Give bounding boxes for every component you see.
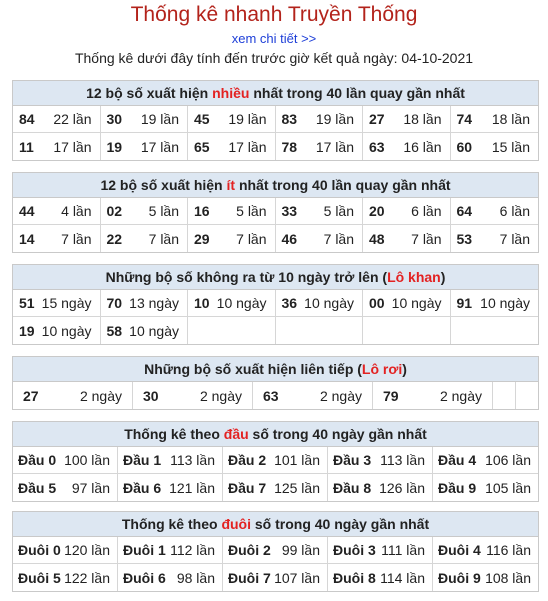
stat-value: 19 lần	[315, 111, 354, 127]
header-highlight: đuôi	[221, 516, 251, 532]
stat-cell	[328, 474, 433, 501]
stat-key: 91	[456, 295, 473, 311]
stat-value: 98 lần	[176, 569, 215, 586]
stat-key: Đầu 4	[438, 452, 477, 468]
section-duoi-stats	[12, 511, 539, 592]
stat-key: Đuôi 7	[228, 569, 271, 586]
stat-cell	[223, 564, 328, 591]
stat-value: 5 lần	[323, 203, 354, 219]
stat-value: 97 lần	[71, 479, 110, 496]
header-text: số trong 40 ngày gần nhất	[248, 426, 427, 442]
dau-grid	[13, 447, 538, 501]
stat-value: 116 lần	[486, 542, 531, 558]
stat-cell	[223, 447, 328, 474]
stat-cell	[13, 447, 118, 474]
stat-key: 27	[23, 387, 39, 404]
stat-cell	[101, 198, 189, 225]
stat-value: 126 lần	[379, 479, 425, 496]
stat-key: Đầu 9	[438, 479, 477, 496]
section-header	[13, 173, 538, 198]
stat-value: 108 lần	[485, 569, 531, 586]
section-lo-khan	[12, 264, 539, 345]
stat-key: Đầu 1	[123, 452, 162, 468]
stat-key: 29	[194, 230, 210, 247]
stat-key: 45	[194, 111, 210, 127]
stat-cell	[101, 317, 189, 344]
stat-key: 30	[106, 111, 123, 127]
stat-value: 10 ngày	[41, 322, 92, 339]
stat-cell	[276, 290, 364, 317]
stat-value: 112 lần	[170, 542, 215, 558]
stat-key: Đuôi 6	[123, 569, 166, 586]
stat-cell	[363, 225, 451, 252]
stat-cell	[188, 133, 276, 160]
stat-key: Đầu 5	[18, 479, 57, 496]
stat-key: 46	[281, 230, 298, 247]
empty-cell	[188, 317, 276, 344]
stat-value: 7 lần	[61, 230, 92, 247]
page-title: Thống kê nhanh Truyền Thống	[130, 3, 418, 26]
stat-key: Đầu 7	[228, 479, 267, 496]
stat-cell	[13, 106, 101, 133]
stat-cell	[363, 290, 451, 317]
section-header	[13, 357, 538, 382]
stat-value: 113 lần	[380, 452, 425, 468]
stat-value: 17 lần	[315, 138, 354, 155]
stat-value: 6 lần	[499, 203, 530, 219]
stat-value: 113 lần	[170, 452, 215, 468]
section-header	[13, 81, 538, 106]
stat-cell	[451, 133, 539, 160]
stat-cell	[13, 564, 118, 591]
stat-cell	[363, 198, 451, 225]
stat-cell	[433, 564, 538, 591]
stat-cell	[13, 198, 101, 225]
stat-key: 64	[456, 203, 473, 219]
stat-value: 100 lần	[64, 452, 110, 468]
stat-key: Đầu 6	[123, 479, 162, 496]
stat-cell	[13, 225, 101, 252]
stat-value: 111 lần	[381, 542, 425, 558]
stat-value: 18 lần	[491, 111, 530, 127]
stat-value: 114 lần	[380, 569, 425, 586]
lo-khan-grid	[13, 290, 538, 344]
stat-cell	[13, 317, 101, 344]
stat-key: 36	[281, 295, 298, 311]
stat-value: 19 lần	[228, 111, 267, 127]
stat-key: 78	[281, 138, 298, 155]
lo-roi-grid	[13, 382, 538, 409]
stat-key: 83	[281, 111, 298, 127]
stat-cell	[133, 382, 253, 409]
empty-cell	[363, 317, 451, 344]
stat-key: Đuôi 4	[438, 542, 481, 558]
stat-key: 27	[369, 111, 385, 127]
stat-key: Đầu 8	[333, 479, 372, 496]
stat-key: 65	[194, 138, 210, 155]
header-text: số trong 40 ngày gần nhất	[250, 516, 430, 532]
stat-cell	[188, 225, 276, 252]
header-text: nhất trong 40 lần quay gần nhất	[249, 85, 465, 101]
stat-key: 74	[456, 111, 473, 127]
stat-value: 10 ngày	[391, 295, 442, 311]
stat-value: 10 ngày	[129, 322, 179, 339]
stat-cell	[223, 474, 328, 501]
stat-cell	[118, 537, 223, 564]
stat-cell	[101, 133, 189, 160]
stat-key: 33	[281, 203, 298, 219]
stat-cell	[101, 106, 189, 133]
stat-value: 122 lần	[64, 569, 110, 586]
stat-key: Đuôi 2	[228, 542, 271, 558]
stat-cell	[223, 537, 328, 564]
stat-key: 44	[19, 203, 35, 219]
stat-key: Đuôi 3	[333, 542, 376, 558]
empty-cell	[451, 317, 539, 344]
stat-key: 84	[19, 111, 35, 127]
stat-key: Đuôi 5	[18, 569, 61, 586]
stat-cell	[13, 290, 101, 317]
stat-cell	[253, 382, 373, 409]
empty-cell	[276, 317, 364, 344]
stat-cell	[13, 474, 118, 501]
section-header	[13, 265, 538, 290]
header-highlight: ít	[226, 177, 236, 193]
stat-key: Đuôi 1	[123, 542, 166, 558]
stat-cell	[276, 198, 364, 225]
header-text: 12 bộ số xuất hiện	[100, 177, 227, 193]
stat-value: 13 ngày	[129, 295, 179, 311]
stat-cell	[433, 474, 538, 501]
stat-value: 105 lần	[485, 479, 531, 496]
header-text: Thống kê theo	[121, 516, 222, 532]
stat-key: Đuôi 0	[18, 542, 61, 558]
stat-cell	[363, 133, 451, 160]
stat-value: 19 lần	[140, 111, 179, 127]
stat-value: 10 ngày	[480, 295, 530, 311]
section-least-frequent	[12, 172, 539, 253]
stat-key: Đầu 2	[228, 452, 267, 468]
header-text: Những bộ số xuất hiện liên tiếp (	[144, 361, 362, 377]
stat-cell	[451, 198, 539, 225]
stat-value: 2 ngày	[79, 387, 122, 404]
stat-value: 7 lần	[411, 230, 442, 247]
section-header	[13, 422, 538, 447]
stat-value: 17 lần	[53, 138, 92, 155]
stat-value: 6 lần	[411, 203, 442, 219]
duoi-grid	[13, 537, 538, 591]
stat-value: 120 lần	[64, 542, 110, 558]
stat-key: 63	[369, 138, 385, 155]
empty-cell	[493, 382, 516, 409]
stat-cell	[13, 382, 133, 409]
stat-value: 15 lần	[491, 138, 530, 155]
stat-key: 51	[19, 295, 35, 311]
stat-value: 10 ngày	[216, 295, 267, 311]
stat-value: 18 lần	[403, 111, 442, 127]
stat-cell	[433, 447, 538, 474]
stat-key: 22	[106, 230, 123, 247]
stat-cell	[451, 225, 539, 252]
stat-key: Đuôi 9	[438, 569, 481, 586]
stat-value: 101 lần	[274, 452, 320, 468]
stat-cell	[101, 225, 189, 252]
stat-cell	[451, 290, 539, 317]
stat-value: 121 lần	[169, 479, 215, 496]
stat-key: 48	[369, 230, 385, 247]
stat-key: 53	[456, 230, 473, 247]
stat-cell	[451, 106, 539, 133]
stat-cell	[118, 474, 223, 501]
stat-cell	[188, 198, 276, 225]
stat-value: 7 lần	[323, 230, 354, 247]
stat-key: 02	[106, 203, 123, 219]
stat-cell	[363, 106, 451, 133]
stat-cell	[13, 133, 101, 160]
stat-value: 7 lần	[499, 230, 530, 247]
stat-value: 17 lần	[140, 138, 179, 155]
page-subtitle: Thống kê dưới đây tính đến trước giờ kết quả ngày: 04-10-2021	[74, 50, 474, 66]
stat-key: 11	[19, 138, 34, 155]
stat-key: 70	[106, 295, 123, 311]
stat-cell	[276, 133, 364, 160]
stat-key: 60	[456, 138, 473, 155]
stat-cell	[328, 447, 433, 474]
stat-value: 16 lần	[403, 138, 442, 155]
header-highlight: nhiều	[212, 85, 250, 101]
stat-cell	[373, 382, 493, 409]
header-highlight: Lô rơi	[361, 361, 403, 377]
stat-key: 19	[19, 322, 35, 339]
header-text: Thống kê theo	[124, 426, 224, 442]
stat-key: 16	[194, 203, 210, 219]
stat-cell	[188, 290, 276, 317]
least-frequent-grid	[13, 198, 538, 252]
header-text: )	[440, 269, 446, 285]
stat-cell	[188, 106, 276, 133]
header-text: nhất trong 40 lần quay gần nhất	[235, 177, 451, 193]
section-lo-roi	[12, 356, 539, 410]
stat-cell	[118, 564, 223, 591]
stat-key: 58	[106, 322, 123, 339]
stat-value: 7 lần	[236, 230, 267, 247]
header-highlight: đầu	[223, 426, 249, 442]
section-header	[13, 512, 538, 537]
header-text: )	[402, 361, 407, 377]
stat-cell	[328, 564, 433, 591]
stat-cell	[433, 537, 538, 564]
stat-key: 19	[106, 138, 123, 155]
stat-value: 125 lần	[274, 479, 320, 496]
stat-value: 22 lần	[53, 111, 92, 127]
header-highlight: Lô khan	[387, 269, 441, 285]
stat-value: 4 lần	[61, 203, 92, 219]
stat-key: 20	[369, 203, 385, 219]
stat-value: 106 lần	[485, 452, 531, 468]
stat-key: 14	[19, 230, 35, 247]
stat-value: 7 lần	[148, 230, 179, 247]
stat-key: 00	[369, 295, 385, 311]
stat-cell	[328, 537, 433, 564]
header-text: 12 bộ số xuất hiện	[86, 85, 213, 101]
stat-value: 10 ngày	[304, 295, 354, 311]
stat-cell	[276, 106, 364, 133]
stat-key: 30	[143, 387, 159, 404]
stat-value: 107 lần	[274, 569, 320, 586]
stat-value: 5 lần	[236, 203, 267, 219]
stat-key: 10	[194, 295, 210, 311]
empty-cell	[516, 382, 538, 409]
header-text: Những bộ số không ra từ 10 ngày trở lên (	[105, 269, 388, 285]
most-frequent-grid	[13, 106, 538, 160]
stat-value: 5 lần	[148, 203, 179, 219]
stat-cell	[276, 225, 364, 252]
stat-key: Đuôi 8	[333, 569, 376, 586]
stat-cell	[13, 537, 118, 564]
stat-value: 17 lần	[228, 138, 267, 155]
stat-cell	[101, 290, 189, 317]
stat-key: Đầu 3	[333, 452, 372, 468]
view-details-link[interactable]: xem chi tiết >>	[231, 31, 317, 46]
stat-cell	[118, 447, 223, 474]
stat-value: 2 ngày	[439, 387, 482, 404]
stat-key: 79	[383, 387, 399, 404]
stat-key: Đầu 0	[18, 452, 57, 468]
stat-value: 2 ngày	[319, 387, 362, 404]
stat-value: 15 ngày	[41, 295, 92, 311]
stat-value: 2 ngày	[199, 387, 242, 404]
stat-value: 99 lần	[281, 542, 320, 558]
section-dau-stats	[12, 421, 539, 502]
stat-key: 63	[263, 387, 279, 404]
section-most-frequent	[12, 80, 539, 161]
